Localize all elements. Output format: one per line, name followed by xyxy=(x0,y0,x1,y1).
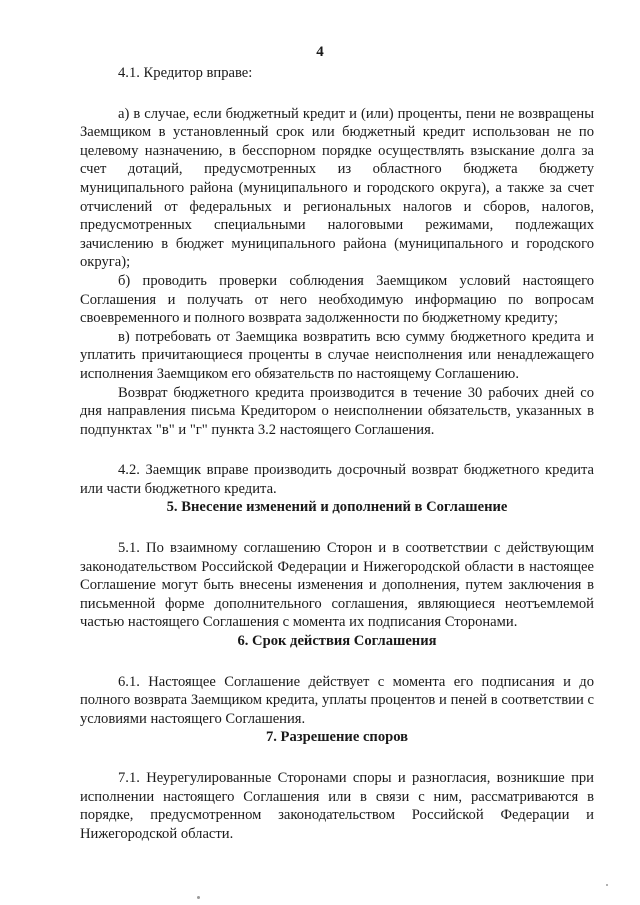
section-5-heading: 5. Внесение изменений и дополнений в Соглашение xyxy=(166,499,508,516)
clause-4-1-return: Возврат бюджетного кредита производится в течение 30 рабочих дней со дня направления письма Кредитором о неисполнении обязательств, указанных в подпунктах "в" и "г" пункта 3.2 настоящего Соглашения. xyxy=(80,384,594,438)
clause-4-1-a: а) в случае, если бюджетный кредит и (или) проценты, пени не возвращены Заемщиком в установленный срок или бюджетный кредит использован не по целевому назначению, в бесспорном порядке осуществлять взыскание долга за счет дотаций, предусмотренных из областного бюджета бюджету муниципального района (муниципального и городского округа), а также за счет отчислений от федеральных и региональных налогов и сборов, налогов, предусмотренных специальными налоговыми режимами, подлежащих зачислению в бюджет муниципального района (муниципального и городского округа); xyxy=(80,105,594,271)
document-body xyxy=(80,64,594,843)
page-number: 4 xyxy=(316,44,324,60)
clause-5-1: 5.1. По взаимному соглашению Сторон и в соответствии с действующим законодательством Российской Федерации и Нижегородской области в настоящее Соглашение могут быть внесены изменения и дополнения, путем заключения в письменной форме дополнительного соглашения, являющиеся неотъемлемой частью настоящего Соглашения с момента их подписания Сторонами. xyxy=(80,540,594,631)
scan-speck xyxy=(197,896,200,899)
clause-4-2: 4.2. Заемщик вправе производить досрочный возврат бюджетного кредита или части бюджетного кредита. xyxy=(80,462,594,497)
clause-6-1: 6.1. Настоящее Соглашение действует с момента его подписания и до полного возврата Заемщиком кредита, уплаты процентов и пеней в соответствии с условиями настоящего Соглашения. xyxy=(80,673,594,727)
clause-7-1: 7.1. Неурегулированные Сторонами споры и разногласия, возникшие при исполнении настоящего Соглашения или в связи с ним, рассматриваются в порядке, предусмотренном законодательством Российской Федерации и Нижегородской области. xyxy=(80,770,594,842)
scan-speck xyxy=(606,884,608,886)
clause-4-1-v: в) потребовать от Заемщика возвратить всю сумму бюджетного кредита и уплатить причитающиеся проценты в случае неисполнения или ненадлежащего исполнения Заемщиком его обязательств по настоящему Соглашению. xyxy=(80,328,594,382)
clause-4-1-b: б) проводить проверки соблюдения Заемщиком условий настоящего Соглашения и получать от него необходимую информацию по вопросам своевременного и полного возврата задолженности по бюджетному кредиту; xyxy=(80,272,594,327)
clause-4-1-title: 4.1. Кредитор вправе: xyxy=(118,65,253,81)
section-6-heading: 6. Срок действия Соглашения xyxy=(237,633,437,650)
section-7-heading: 7. Разрешение споров xyxy=(265,729,409,746)
